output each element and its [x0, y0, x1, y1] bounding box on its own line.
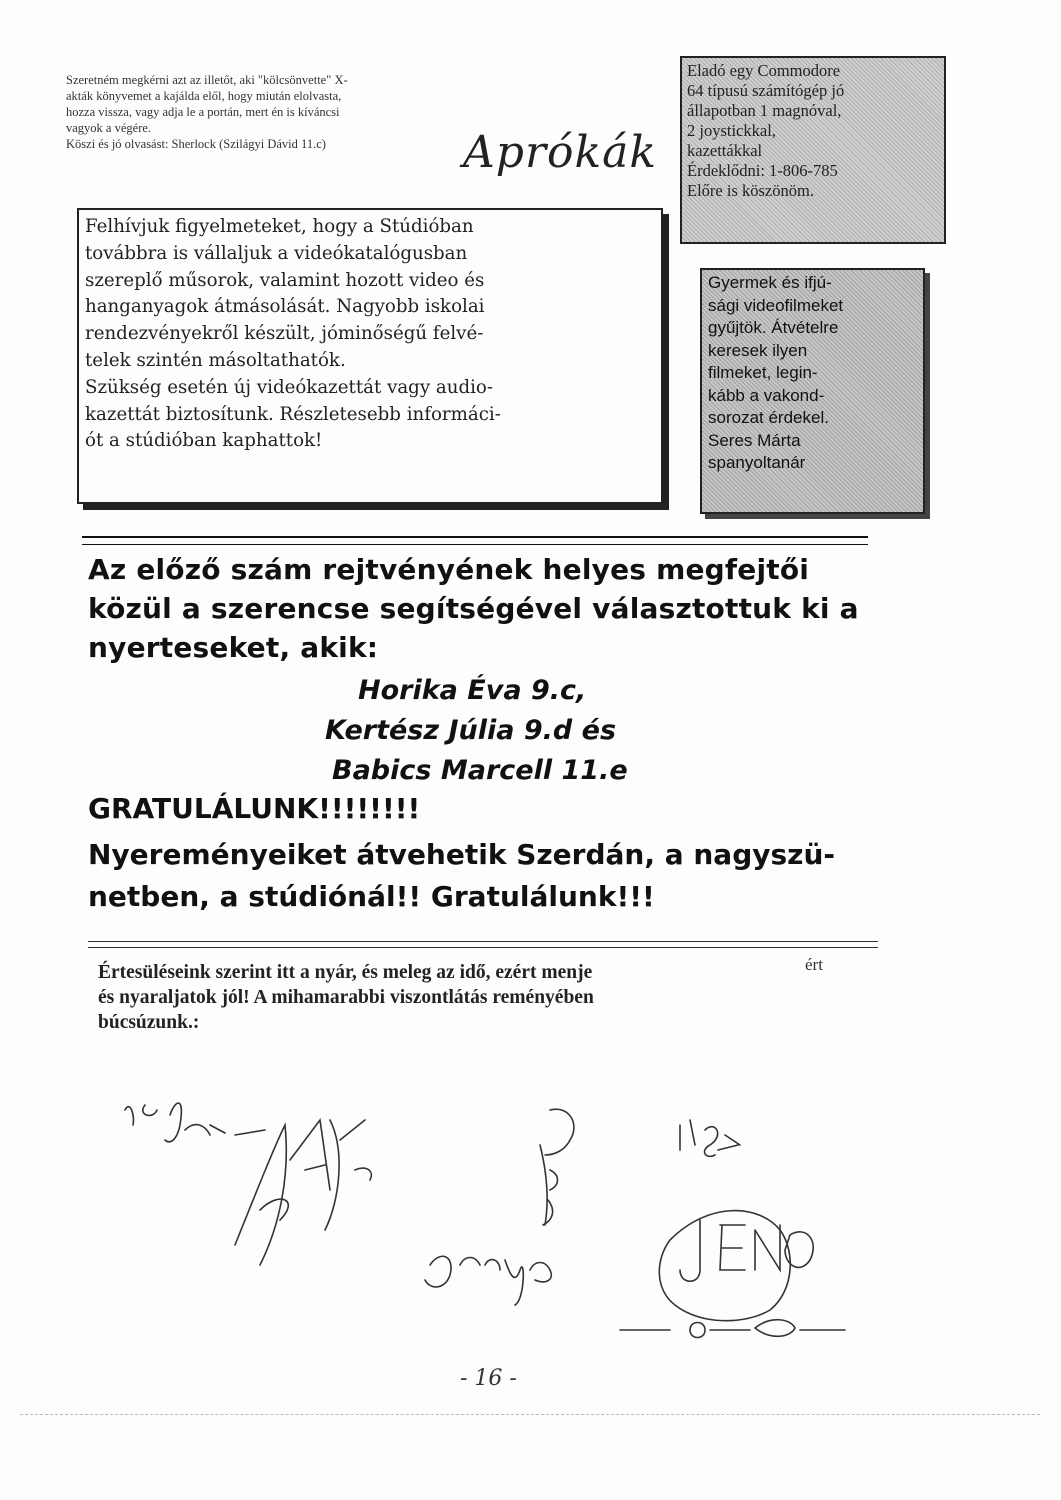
- margin-note: ért: [805, 955, 823, 974]
- prize-pickup-text: [88, 834, 878, 918]
- winner-name: Horika Éva 9.c,: [358, 675, 587, 706]
- ad-line: keresek ilyen: [708, 340, 808, 360]
- puzzle-winners-intro: [88, 550, 878, 667]
- closing-text: [98, 960, 798, 1035]
- studio-line: hanganyagok átmásolását. Nagyobb iskolai: [85, 296, 485, 318]
- ad-line: sorozat érdekel.: [708, 408, 829, 427]
- section-title: Aprókák: [463, 127, 658, 178]
- pickup-line: netben, a stúdiónál!! Gratulálunk!!!: [88, 880, 655, 913]
- notice-line: hozza vissza, vagy adja le a portán, mert én is kíváncsi: [66, 105, 340, 119]
- notice-line: Szeretném megkérni azt az illetőt, aki "kölcsönvette" X-: [66, 73, 348, 87]
- studio-line: rendezvényekről készült, jóminőségű felvé-: [85, 323, 484, 345]
- ad-line: Érdeklődni: 1-806-785: [687, 161, 838, 180]
- notice-line: akták könyvemet a kajálda elől, hogy miután elolvasta,: [66, 89, 342, 103]
- ad-line: kább a vakond-: [708, 385, 825, 405]
- ad-line: filmeket, legin-: [708, 363, 818, 382]
- studio-announcement-box: [77, 208, 663, 504]
- notice-line: Köszi és jó olvasást: Sherlock (Szilágyi Dávid 11.c): [66, 137, 326, 151]
- lost-book-notice: [66, 72, 466, 152]
- ad-line: állapotban 1 magnóval,: [687, 101, 842, 120]
- ad-line: Gyermek és ifjú-: [708, 273, 832, 292]
- notice-line: vagyok a végére.: [66, 121, 152, 135]
- studio-line: ót a stúdióban kaphattok!: [85, 430, 323, 452]
- studio-line: továbbra is vállaljuk a videókatalógusban: [85, 242, 468, 264]
- studio-line: Felhívjuk figyelmeteket, hogy a Stúdióban: [85, 216, 474, 237]
- ad-line: kazettákkal: [687, 141, 763, 160]
- ad-line: Előre is köszönöm.: [687, 181, 814, 200]
- studio-line: Szükség esetén új videókazettát vagy audio-: [85, 376, 493, 398]
- closing-line: búcsúzunk.:: [98, 1012, 200, 1033]
- film-collector-ad: [700, 268, 925, 514]
- ad-line: 2 joystickkal,: [687, 121, 776, 140]
- studio-line: szereplő műsorok, valamint hozott video és: [85, 269, 485, 291]
- closing-line: Értesüléseink szerint itt a nyár, és meleg az idő, ezért menje: [98, 962, 593, 983]
- winners-line: közül a szerencse segítségével választottuk ki a: [88, 592, 859, 625]
- ad-line: sági videofilmeket: [708, 295, 844, 315]
- commodore-sale-ad: [680, 56, 946, 244]
- pickup-line: Nyereményeiket átvehetik Szerdán, a nagyszü-: [88, 838, 836, 871]
- studio-line: kazettát biztosítunk. Részletesebb informáci-: [85, 403, 501, 425]
- winners-line: Az előző szám rejtvényének helyes megfejtői: [88, 553, 810, 586]
- handwritten-signatures: [100, 1080, 900, 1360]
- scan-edge-line: [20, 1414, 1040, 1415]
- ad-line: Seres Márta: [708, 430, 801, 450]
- divider: [88, 941, 878, 948]
- winner-name: Babics Marcell 11.e: [332, 755, 628, 786]
- ad-line: gyűjtök. Átvételre: [708, 318, 839, 337]
- ad-line: Eladó egy Commodore: [687, 61, 841, 80]
- closing-line: és nyaraljatok jól! A mihamarabbi viszontlátás reményében: [98, 987, 594, 1008]
- congratulations-heading: GRATULÁLUNK!!!!!!!!: [88, 792, 421, 825]
- ad-line: spanyoltanár: [708, 453, 806, 472]
- divider: [82, 536, 868, 545]
- page-number: - 16 -: [460, 1366, 517, 1391]
- winner-name: Kertész Júlia 9.d és: [325, 715, 617, 746]
- ad-line: 64 típusú számítógép jó: [687, 81, 845, 100]
- winners-line: nyerteseket, akik:: [88, 631, 379, 664]
- studio-line: telek szintén másoltathatók.: [85, 349, 346, 371]
